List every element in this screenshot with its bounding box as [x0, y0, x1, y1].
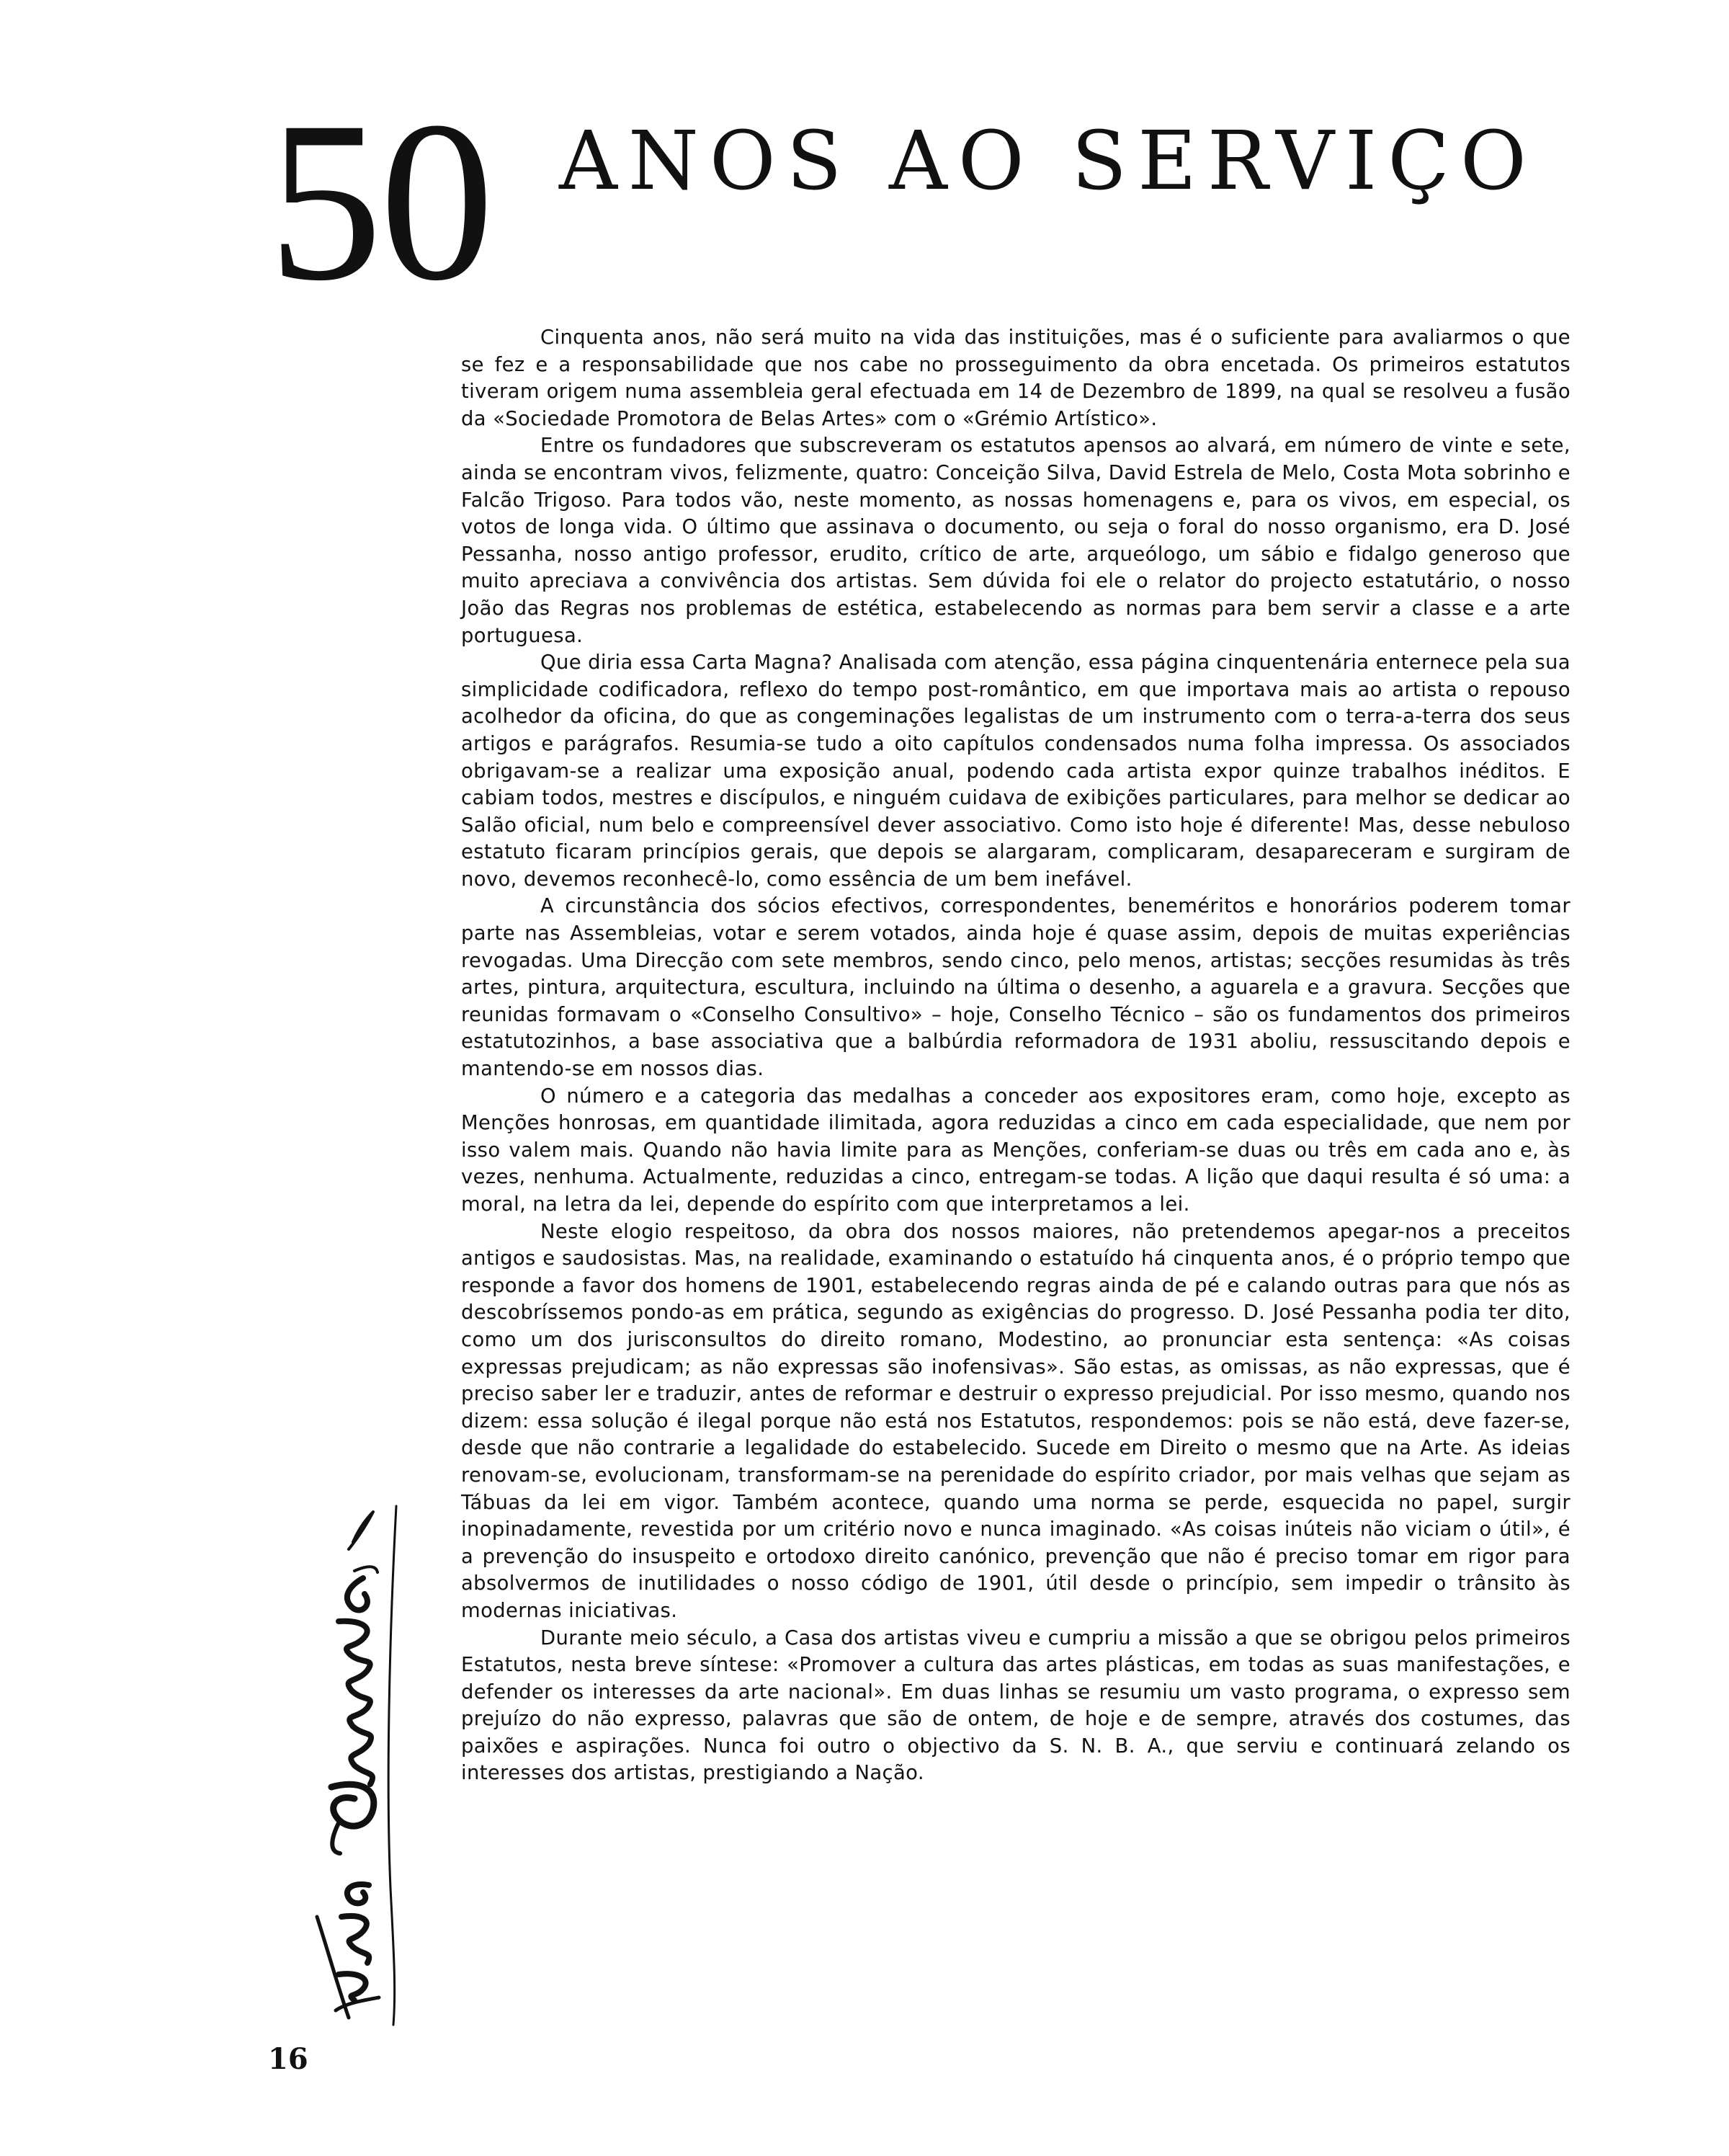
article-paragraph: Entre os fundadores que subscreveram os estatutos apensos ao alvará, em número de vinte e sete, ainda se encontram vivos, felizmente, quatro: Conceição Silva, David Estrela de Melo, Costa Mota sobrinho e Falcão Trigoso. Para todos vão, neste momento, as nossas homenagens e, para os vivos, em especial, os votos de longa vida. O último que assinava o documento, ou seja o foral do nosso organismo, era D. José Pessanha, nosso antigo professor, erudito, crítico de arte, arqueólogo, um sábio e fidalgo generoso que muito apreciava a convivência dos artistas. Sem dúvida foi ele o relator do projecto estatutário, o nosso João das Regras nos problemas de estética, estabelecendo as normas para bem servir a classe e a arte portuguesa.	[461, 435, 1571, 647]
article-paragraph: Durante meio século, a Casa dos artistas viveu e cumpriu a missão a que se obrigou pelos primeiros Estatutos, nesta breve síntese: «Promover a cultura das artes plásticas, em todas as suas manifestações, e defender os interesses da arte nacional». Em duas linhas se resumiu um vasto programa, o expresso sem prejuízo do não expresso, palavras que são de ontem, de hoje e de sempre, através dos costumes, das paixões e aspirações. Nunca foi outro o objectivo da S. N. B. A., que serviu e continuará zelando os interesses dos artistas, prestigiando a Nação.	[461, 1626, 1571, 1785]
handwritten-signature	[288, 1484, 403, 2032]
article-paragraph: Cinquenta anos, não será muito na vida das instituições, mas é o suficiente para avaliarmos o que se fez e a responsabilidade que nos cabe no prosseguimento da obra encetada. Os primeiros estatutos tiveram origem numa assembleia geral efectuada em 14 de Dezembro de 1899, na qual se resolveu a fusão da «Sociedade Promotora de Belas Artes» com o «Grémio Artístico».	[461, 326, 1571, 430]
article-body	[461, 324, 1571, 1787]
article-paragraph: Neste elogio respeitoso, da obra dos nossos maiores, não pretendemos apegar-nos a preceitos antigos e saudosistas. Mas, na realidade, examinando o estatuído há cinquenta anos, é o próprio tempo que responde a favor dos homens de 1901, estabelecendo regras ainda de pé e calando outras para que nós as descobríssemos pondo-as em prática, segundo as exigências do progresso. D. José Pessanha podia ter dito, como um dos jurisconsultos do direito romano, Modestino, ao pronunciar esta sentença: «As coisas expressas prejudicam; as não expressas são inofensivas». São estas, as omissas, as não expressas, que é preciso saber ler e traduzir, antes de reformar e destruir o expresso prejudicial. Por isso mesmo, quando nos dizem: essa solução é ilegal porque não está nos Estatutos, respondemos: pois se não está, deve fazer-se, desde que não contrarie a legalidade do estabelecido. Sucede em Direito o mesmo que na Arte. As ideias renovam-se, evolucionam, transformam-se na perenidade do espírito criador, por mais velhas que sejam as Tábuas da lei em vigor. Também acontece, quando uma norma se perde, esquecida no papel, surgir inopinadamente, revestida por um critério novo e nunca imaginado. «As coisas inúteis não viciam o útil», é a prevenção do insuspeito e ortodoxo direito canónico, prevenção que não é preciso tomar em rigor para absolvermos de inutilidades o nosso código de 1901, útil desde o princípio, sem impedir o trânsito às modernas iniciativas.	[461, 1220, 1571, 1622]
page-title: ANOS AO SERVIÇO	[559, 115, 1537, 208]
article-paragraph: Que diria essa Carta Magna? Analisada com atenção, essa página cinquentenária enternece pela sua simplicidade codificadora, reflexo do tempo post-romântico, em que importava mais ao artista o repouso acolhedor da oficina, do que as congeminações legalistas de um instrumento com o terra-a-terra dos seus artigos e parágrafos. Resumia-se tudo a oito capítulos condensados numa folha impressa. Os associados obrigavam-se a realizar uma exposição anual, podendo cada artista expor quinze trabalhos inéditos. E cabiam todos, mestres e discípulos, e ninguém cuidava de exibições particulares, para melhor se dedicar ao Salão oficial, num belo e compreensível dever associativo. Como isto hoje é diferente! Mas, desse nebuloso estatuto ficaram princípios gerais, que depois se alargaram, complicaram, desapareceram e surgiram de novo, devemos reconhecê-lo, como essência de um bem inefável.	[461, 651, 1571, 891]
anniversary-number: 50	[268, 74, 491, 328]
page-number: 16	[268, 2042, 308, 2076]
article-paragraph: A circunstância dos sócios efectivos, correspondentes, beneméritos e honorários poderem tomar parte nas Assembleias, votar e serem votados, ainda hoje é quase assim, depois de muitas experiências revogadas. Uma Direcção com sete membros, sendo cinco, pelo menos, artistas; secções resumidas às três artes, pintura, arquitectura, escultura, incluindo na última o desenho, a aguarela e a gravura. Secções que reunidas formavam o «Conselho Consultivo» – hoje, Conselho Técnico – são os fundamentos dos primeiros estatutozinhos, a base associativa que a balbúrdia reformadora de 1931 aboliu, ressuscitando depois e mantendo-se em nossos dias.	[461, 895, 1571, 1081]
article-paragraph: O número e a categoria das medalhas a conceder aos expositores eram, como hoje, excepto as Menções honrosas, em quantidade ilimitada, agora reduzidas a cinco em cada especialidade, que nem por isso valem mais. Quando não havia limite para as Menções, conferiam-se duas ou três em cada ano e, às vezes, nenhuma. Actualmente, reduzidas a cinco, entregam-se todas. A lição que daqui resulta é só uma: a moral, na letra da lei, depende do espírito com que interpretamos a lei.	[461, 1084, 1571, 1216]
